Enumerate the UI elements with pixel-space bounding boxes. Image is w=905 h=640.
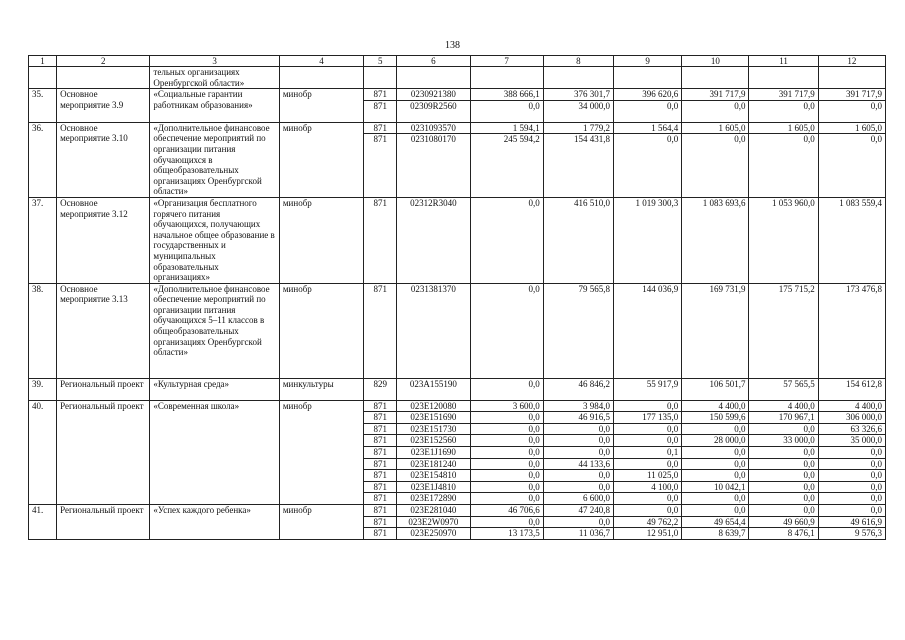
value-col11: 0,0 xyxy=(749,447,818,459)
page-number: 138 xyxy=(445,40,460,51)
value-col8: 154 431,8 xyxy=(543,134,613,197)
responsible-body: минобр xyxy=(279,283,363,378)
budget-code: 871 xyxy=(364,134,397,197)
column-number: 8 xyxy=(543,56,613,67)
value-col12: 9 576,3 xyxy=(818,528,885,540)
value-col10: 49 654,4 xyxy=(682,516,749,528)
value-col7: 0,0 xyxy=(470,481,543,493)
value-col9: 396 620,6 xyxy=(613,89,681,101)
value-col9: 12 951,0 xyxy=(613,528,681,540)
table-row xyxy=(29,122,886,134)
target-code: 023E120080 xyxy=(397,400,470,412)
continued-description: тельных организациях Оренбургской области» xyxy=(150,67,279,89)
item-number: 37. xyxy=(29,197,57,283)
value-col7: 0,0 xyxy=(470,447,543,459)
value-col9: 144 036,9 xyxy=(613,283,681,378)
value-col10: 0,0 xyxy=(682,458,749,470)
value-col12: 0,0 xyxy=(818,481,885,493)
value-col11: 4 400,0 xyxy=(749,400,818,412)
target-code: 023E2W0970 xyxy=(397,516,470,528)
value-col8: 0,0 xyxy=(543,447,613,459)
value-col12: 173 476,8 xyxy=(818,283,885,378)
value-col10: 4 400,0 xyxy=(682,400,749,412)
value-col10: 106 501,7 xyxy=(682,378,749,400)
budget-table xyxy=(28,55,886,540)
value-col11: 0,0 xyxy=(749,100,818,122)
value-col11: 175 715,2 xyxy=(749,283,818,378)
column-number: 9 xyxy=(613,56,681,67)
value-col9: 0,0 xyxy=(613,435,681,447)
value-col10: 0,0 xyxy=(682,423,749,435)
value-col8: 0,0 xyxy=(543,435,613,447)
target-code: 023E172890 xyxy=(397,493,470,505)
value-col10: 1 083 693,6 xyxy=(682,197,749,283)
budget-code: 871 xyxy=(364,458,397,470)
value-col8: 416 510,0 xyxy=(543,197,613,283)
target-code: 023E152560 xyxy=(397,435,470,447)
value-col11: 0,0 xyxy=(749,423,818,435)
item-description: «Культурная среда» xyxy=(150,378,279,400)
value-col9: 55 917,9 xyxy=(613,378,681,400)
value-col9: 0,0 xyxy=(613,400,681,412)
budget-code: 871 xyxy=(364,412,397,424)
item-number: 40. xyxy=(29,400,57,504)
value-col7: 3 600,0 xyxy=(470,400,543,412)
column-number: 6 xyxy=(397,56,470,67)
value-col8: 1 779,2 xyxy=(543,122,613,134)
responsible-body: минобр xyxy=(279,400,363,504)
value-col7: 0,0 xyxy=(470,423,543,435)
column-number: 10 xyxy=(682,56,749,67)
budget-code: 871 xyxy=(364,481,397,493)
target-code: 023E181240 xyxy=(397,458,470,470)
item-number: 35. xyxy=(29,89,57,123)
value-col10: 0,0 xyxy=(682,493,749,505)
table-row xyxy=(29,400,886,412)
value-col11: 391 717,9 xyxy=(749,89,818,101)
item-number: 41. xyxy=(29,505,57,540)
value-col10: 0,0 xyxy=(682,470,749,482)
value-col12: 0,0 xyxy=(818,134,885,197)
target-code: 023A155190 xyxy=(397,378,470,400)
value-col8: 47 240,8 xyxy=(543,505,613,517)
column-number: 4 xyxy=(279,56,363,67)
target-code: 023E250970 xyxy=(397,528,470,540)
value-col7: 0,0 xyxy=(470,378,543,400)
value-col8: 46 846,2 xyxy=(543,378,613,400)
value-col11: 33 000,0 xyxy=(749,435,818,447)
value-col12: 0,0 xyxy=(818,470,885,482)
item-number: 36. xyxy=(29,122,57,197)
value-col12: 0,0 xyxy=(818,447,885,459)
value-col8: 44 133,6 xyxy=(543,458,613,470)
value-col12: 0,0 xyxy=(818,100,885,122)
value-col7: 46 706,6 xyxy=(470,505,543,517)
column-number: 7 xyxy=(470,56,543,67)
item-number: 38. xyxy=(29,283,57,378)
value-col9: 0,0 xyxy=(613,458,681,470)
value-col9: 177 135,0 xyxy=(613,412,681,424)
value-col8: 0,0 xyxy=(543,481,613,493)
value-col11: 0,0 xyxy=(749,493,818,505)
value-col9: 49 762,2 xyxy=(613,516,681,528)
value-col12: 154 612,8 xyxy=(818,378,885,400)
table-row xyxy=(29,89,886,101)
value-col10: 0,0 xyxy=(682,447,749,459)
value-col7: 1 594,1 xyxy=(470,122,543,134)
item-description: «Организация бесплатного горячего питания обучающихся, получающих начальное общее образование в государственных и муниципальных образовательных организациях» xyxy=(150,197,279,283)
item-type: Региональный проект xyxy=(57,378,150,400)
value-col8: 6 600,0 xyxy=(543,493,613,505)
column-number: 1 xyxy=(29,56,57,67)
value-col8: 79 565,8 xyxy=(543,283,613,378)
value-col10: 8 639,7 xyxy=(682,528,749,540)
budget-code: 871 xyxy=(364,283,397,378)
value-col10: 0,0 xyxy=(682,134,749,197)
column-number: 12 xyxy=(818,56,885,67)
item-number: 39. xyxy=(29,378,57,400)
value-col10: 0,0 xyxy=(682,100,749,122)
budget-code: 871 xyxy=(364,505,397,517)
value-col9: 0,1 xyxy=(613,447,681,459)
item-type: Основное мероприятие 3.12 xyxy=(57,197,150,283)
value-col11: 57 565,5 xyxy=(749,378,818,400)
value-col11: 1 053 960,0 xyxy=(749,197,818,283)
column-number: 2 xyxy=(57,56,150,67)
value-col9: 0,0 xyxy=(613,100,681,122)
budget-code: 871 xyxy=(364,447,397,459)
value-col9: 0,0 xyxy=(613,134,681,197)
value-col9: 1 564,4 xyxy=(613,122,681,134)
target-code: 023E281040 xyxy=(397,505,470,517)
value-col8: 0,0 xyxy=(543,470,613,482)
value-col7: 388 666,1 xyxy=(470,89,543,101)
target-code: 023E1J4810 xyxy=(397,481,470,493)
item-type: Основное мероприятие 3.10 xyxy=(57,122,150,197)
column-number-row xyxy=(29,56,886,67)
value-col12: 0,0 xyxy=(818,458,885,470)
value-col9: 11 025,0 xyxy=(613,470,681,482)
budget-code: 871 xyxy=(364,423,397,435)
target-code: 0231381370 xyxy=(397,283,470,378)
column-number: 5 xyxy=(364,56,397,67)
target-code: 0231093570 xyxy=(397,122,470,134)
value-col12: 0,0 xyxy=(818,493,885,505)
value-col10: 10 042,1 xyxy=(682,481,749,493)
value-col11: 1 605,0 xyxy=(749,122,818,134)
value-col7: 0,0 xyxy=(470,197,543,283)
value-col11: 49 660,9 xyxy=(749,516,818,528)
value-col8: 0,0 xyxy=(543,516,613,528)
table-row xyxy=(29,197,886,283)
value-col10: 150 599,6 xyxy=(682,412,749,424)
value-col9: 0,0 xyxy=(613,493,681,505)
target-code: 0230921380 xyxy=(397,89,470,101)
value-col8: 3 984,0 xyxy=(543,400,613,412)
item-type: Основное мероприятие 3.9 xyxy=(57,89,150,123)
value-col8: 34 000,0 xyxy=(543,100,613,122)
value-col12: 1 605,0 xyxy=(818,122,885,134)
item-description: «Социальные гарантии работникам образования» xyxy=(150,89,279,123)
value-col10: 169 731,9 xyxy=(682,283,749,378)
value-col7: 0,0 xyxy=(470,470,543,482)
value-col7: 0,0 xyxy=(470,100,543,122)
target-code: 02309R2560 xyxy=(397,100,470,122)
target-code: 023E154810 xyxy=(397,470,470,482)
continuation-row xyxy=(29,67,886,89)
budget-code: 871 xyxy=(364,89,397,101)
budget-code: 871 xyxy=(364,100,397,122)
target-code: 023E1J1690 xyxy=(397,447,470,459)
responsible-body: минобр xyxy=(279,505,363,540)
value-col7: 0,0 xyxy=(470,458,543,470)
value-col7: 0,0 xyxy=(470,435,543,447)
value-col7: 0,0 xyxy=(470,283,543,378)
value-col11: 0,0 xyxy=(749,458,818,470)
value-col8: 11 036,7 xyxy=(543,528,613,540)
value-col11: 0,0 xyxy=(749,470,818,482)
target-code: 023E151730 xyxy=(397,423,470,435)
item-description: «Дополнительное финансовое обеспечение мероприятий по организации питания обучающихся в общеобразовательных организациях Оренбургской области» xyxy=(150,122,279,197)
item-description: «Современная школа» xyxy=(150,400,279,504)
table-row xyxy=(29,505,886,517)
value-col8: 376 301,7 xyxy=(543,89,613,101)
budget-code: 871 xyxy=(364,435,397,447)
value-col7: 0,0 xyxy=(470,493,543,505)
column-number: 11 xyxy=(749,56,818,67)
value-col7: 245 594,2 xyxy=(470,134,543,197)
value-col12: 4 400,0 xyxy=(818,400,885,412)
value-col11: 0,0 xyxy=(749,505,818,517)
value-col9: 0,0 xyxy=(613,505,681,517)
column-number: 3 xyxy=(150,56,279,67)
value-col9: 4 100,0 xyxy=(613,481,681,493)
budget-code: 871 xyxy=(364,197,397,283)
budget-code: 871 xyxy=(364,400,397,412)
responsible-body: минобр xyxy=(279,197,363,283)
item-type: Региональный проект xyxy=(57,505,150,540)
target-code: 0231080170 xyxy=(397,134,470,197)
value-col12: 0,0 xyxy=(818,505,885,517)
value-col12: 1 083 559,4 xyxy=(818,197,885,283)
value-col7: 0,0 xyxy=(470,412,543,424)
responsible-body: минобр xyxy=(279,122,363,197)
item-description: «Дополнительное финансовое обеспечение мероприятий по организации питания обучающихся 5–11 классов в общеобразовательных организациях Оренбургской области» xyxy=(150,283,279,378)
value-col12: 306 000,0 xyxy=(818,412,885,424)
value-col11: 0,0 xyxy=(749,481,818,493)
value-col12: 49 616,9 xyxy=(818,516,885,528)
budget-code: 871 xyxy=(364,493,397,505)
target-code: 023E151690 xyxy=(397,412,470,424)
budget-code: 871 xyxy=(364,516,397,528)
value-col10: 0,0 xyxy=(682,505,749,517)
value-col11: 8 476,1 xyxy=(749,528,818,540)
value-col11: 170 967,1 xyxy=(749,412,818,424)
value-col12: 63 326,6 xyxy=(818,423,885,435)
budget-code: 829 xyxy=(364,378,397,400)
value-col8: 0,0 xyxy=(543,423,613,435)
value-col11: 0,0 xyxy=(749,134,818,197)
target-code: 02312R3040 xyxy=(397,197,470,283)
responsible-body: минкультуры xyxy=(279,378,363,400)
value-col12: 35 000,0 xyxy=(818,435,885,447)
value-col8: 46 916,5 xyxy=(543,412,613,424)
value-col10: 28 000,0 xyxy=(682,435,749,447)
table-row xyxy=(29,378,886,400)
value-col7: 13 173,5 xyxy=(470,528,543,540)
item-type: Основное мероприятие 3.13 xyxy=(57,283,150,378)
item-description: «Успех каждого ребенка» xyxy=(150,505,279,540)
table-row xyxy=(29,283,886,378)
budget-code: 871 xyxy=(364,122,397,134)
value-col7: 0,0 xyxy=(470,516,543,528)
value-col9: 0,0 xyxy=(613,423,681,435)
value-col10: 391 717,9 xyxy=(682,89,749,101)
item-type: Региональный проект xyxy=(57,400,150,504)
budget-code: 871 xyxy=(364,528,397,540)
responsible-body: минобр xyxy=(279,89,363,123)
value-col9: 1 019 300,3 xyxy=(613,197,681,283)
value-col12: 391 717,9 xyxy=(818,89,885,101)
value-col10: 1 605,0 xyxy=(682,122,749,134)
budget-code: 871 xyxy=(364,470,397,482)
